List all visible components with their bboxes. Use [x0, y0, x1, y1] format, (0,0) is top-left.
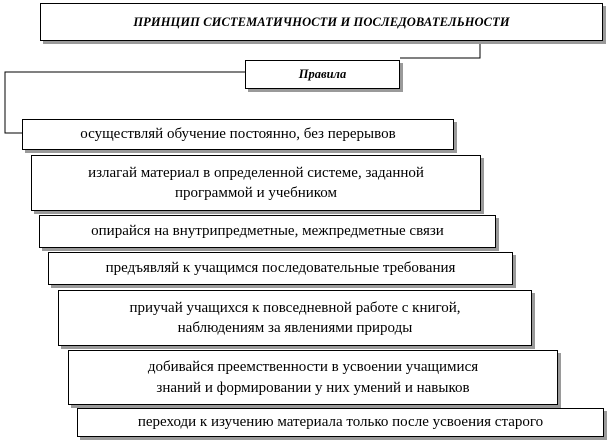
- rule-item-3: [39, 215, 496, 248]
- rules-header: [245, 60, 400, 89]
- rule-item-1-text: осуществляй обучение постоянно, без перерывов: [80, 126, 396, 143]
- rule-item-7-text: переходи к изучению материала только после усвоения старого: [137, 414, 544, 431]
- rule-item-5-line2: наблюдениям за явлениями природы: [177, 320, 413, 336]
- principle-title-text: ПРИНЦИП СИСТЕМАТИЧНОСТИ И ПОСЛЕДОВАТЕЛЬНОСТИ: [133, 14, 510, 29]
- rule-item-5-line1: приучай учащихся к повседневной работе с книгой,: [129, 299, 461, 316]
- connector-header-to-rules: [400, 42, 480, 58]
- rule-item-6-text: [148, 357, 478, 398]
- rule-item-3-text: опирайся на внутрипредметные, межпредметные связи: [91, 223, 444, 240]
- rule-item-2-text: [88, 163, 424, 204]
- rule-item-4: [48, 252, 513, 285]
- rule-item-4-text: предъявляй к учащимся последовательные требования: [105, 260, 456, 277]
- rule-item-2: [31, 155, 481, 211]
- rules-header-text: Правила: [298, 67, 347, 82]
- rule-item-6-line2: знаний и формировании у них умений и навыков: [156, 379, 470, 396]
- rule-item-5-text: [129, 298, 460, 339]
- rule-item-7: [77, 408, 604, 437]
- rule-item-6: [68, 350, 558, 405]
- rule-item-2-line2: программой и учебником: [174, 185, 337, 201]
- principle-title: [40, 3, 603, 41]
- rule-item-2-line1: излагай материал в определенной системе, заданной: [88, 164, 424, 181]
- rule-item-6-line1: добивайся преемственности в усвоении учащимися: [147, 359, 479, 376]
- rule-item-5: [58, 290, 532, 346]
- rule-item-1: [22, 119, 454, 150]
